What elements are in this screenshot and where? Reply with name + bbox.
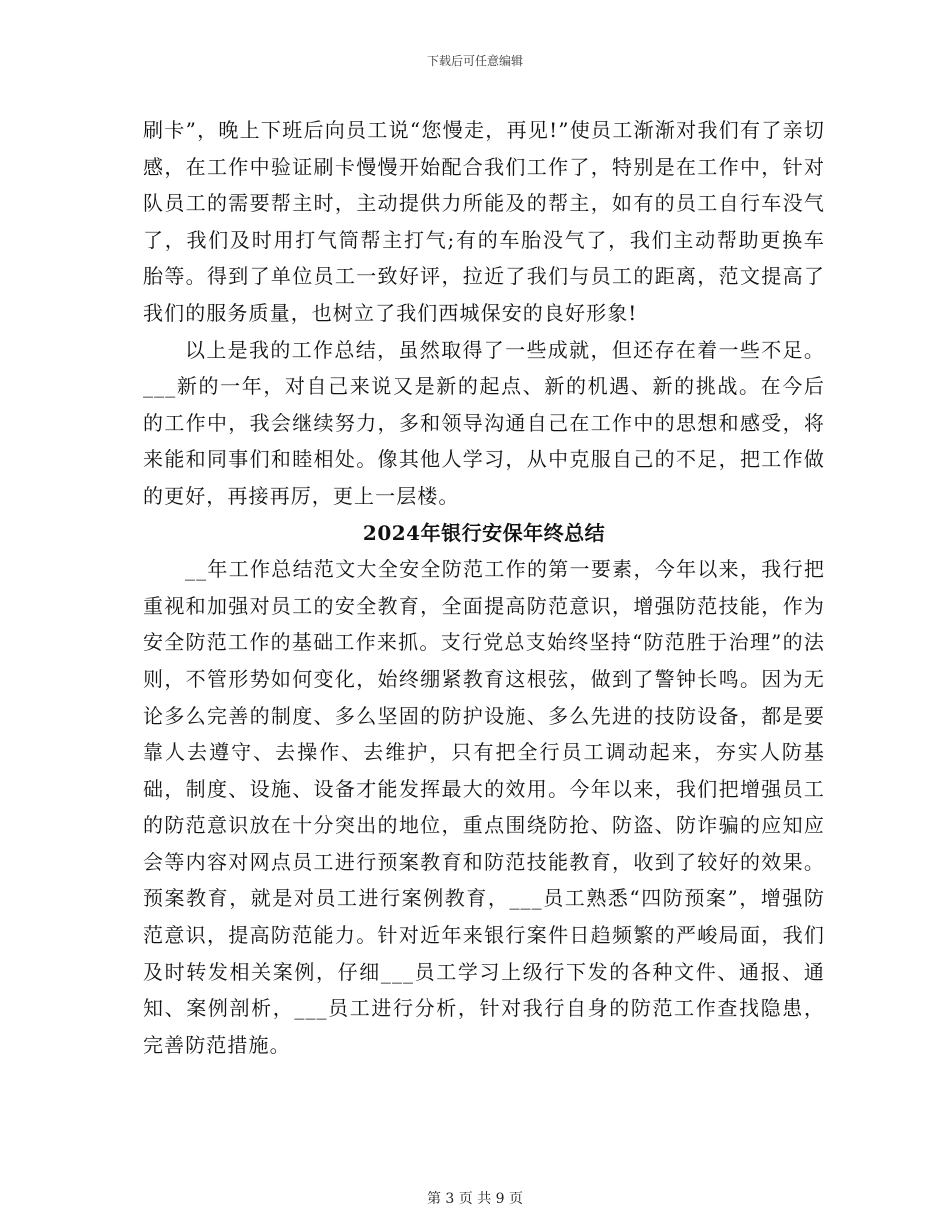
page-footer: 第 3 页 共 9 页 bbox=[426, 1191, 524, 1207]
section-heading: 2024年银行安保年终总结 bbox=[362, 520, 606, 545]
page-header: 下载后可任意编辑 bbox=[426, 54, 523, 68]
paragraph-summary: 以上是我的工作总结，虽然取得了一些成就，但还存在着一些不足。___新的一年，对自己来说又是新的起点、新的机遇、新的挑战。在今后的工作中，我会继续努力，多和领导沟通自己在工作中的思想和感受，将来能和同事们和睦相处。像其他人学习，从中克服自己的不足，把工作做的更好，再接再厉，更上一层楼。 bbox=[143, 337, 825, 508]
document-body bbox=[143, 112, 825, 1063]
paragraph-security-education: __年工作总结范文大全安全防范工作的第一要素，今年以来，我行把重视和加强对员工的安全教育，全面提高防范意识，增强防范技能，作为安全防范工作的基础工作来抓。支行党总支始终坚持“防范胜于治理”的法则，不管形势如何变化，始终绷紧教育这根弦，做到了警钟长鸣。因为无论多么完善的制度、多么坚固的防护设施、多么先进的技防设备，都是要靠人去遵守、去操作、去维护，只有把全行员工调动起来，夯实人防基础，制度、设施、设备才能发挥最大的效用。今年以来，我们把增强员工的防范意识放在十分突出的地位，重点围绕防抢、防盗、防诈骗的应知应会等内容对网点员工进行预案教育和防范技能教育，收到了较好的效果。预案教育，就是对员工进行案例教育，___员工熟悉“四防预案”，增强防范意识，提高防范能力。针对近年来银行案件日趋频繁的严峻局面，我们及时转发相关案例，仔细___员工学习上级行下发的各种文件、通报、通知、案例剖析，___员工进行分析，针对我行自身的防范工作查找隐患，完善防范措施。 bbox=[143, 557, 825, 1057]
paragraph-continuation: 刷卡”，晚上下班后向员工说“您慢走，再见!”使员工渐渐对我们有了亲切感，在工作中验证刷卡慢慢开始配合我们工作了，特别是在工作中，针对队员工的需要帮主时，主动提供力所能及的帮主，如有的员工自行车没气了，我们及时用打气筒帮主打气;有的车胎没气了，我们主动帮助更换车胎等。得到了单位员工一致好评，拉近了我们与员工的距离，范文提高了我们的服务质量，也树立了我们西城保安的良好形象! bbox=[143, 118, 825, 325]
